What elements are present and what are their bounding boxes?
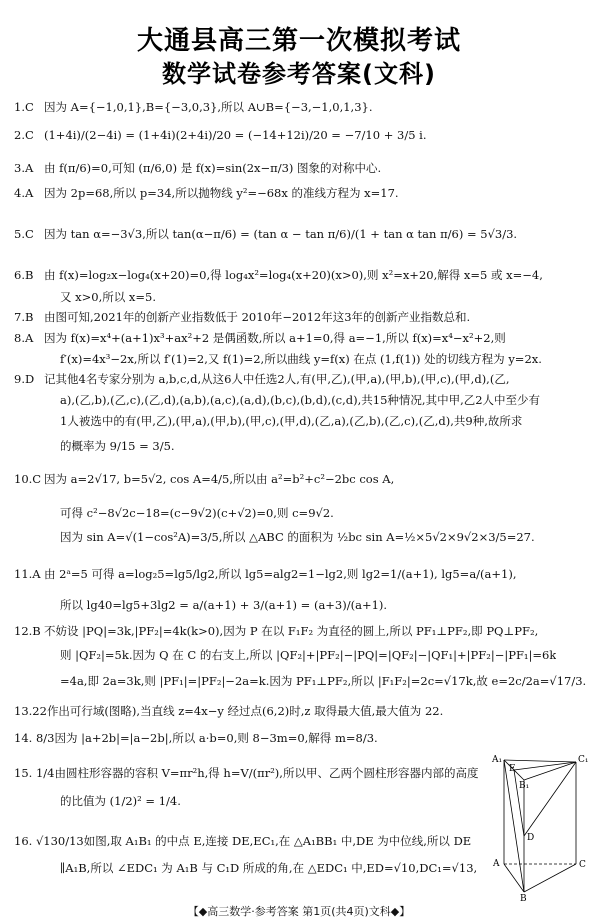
answer-line [14,731,378,745]
answer-number: 12.B [14,624,41,638]
answer-line [30,794,181,808]
answer-text: 则 |QF₂|=5k.因为 Q 在 C 的右支上,所以 |QF₂|+|PF₂|−|PQ|=|QF₂|−|QF₁|+|PF₂|−|PF₁|=6k [60,648,557,662]
answer-line [14,766,478,780]
answer-text: 如图,取 A₁B₁ 的中点 E,连接 DE,EC₁,在 △A₁BB₁ 中,DE 为中位线,所以 DE [83,834,472,848]
answer-number: 6.B [14,268,34,282]
label-D: D [527,833,535,843]
answer-line [30,393,540,407]
answer-text: 因为 sin A=√(1−cos²A)=3/5,所以 △ABC 的面积为 ½bc sin A=½×5√2×9√2×3/5=27. [60,530,535,544]
answer-text: 所以 lg40=lg5+3lg2 = a/(a+1) + 3/(a+1) = (a+3)/(a+1). [60,598,388,612]
answer-line [14,472,394,486]
answer-text: 由图可知,2021年的创新产业指数低于 2010年−2012年这3年的创新产业指数总和. [44,310,471,324]
answer-number: 15. 1/4 [14,766,55,780]
answer-line [14,100,373,114]
exam-title-line2: 数学试卷参考答案(文科) [162,60,436,88]
label-C1: C₁ [578,755,589,765]
answer-text: 记其他4名专家分别为 a,b,c,d,从这6人中任选2人,有(甲,乙),(甲,a),(甲,b),(甲,c),(甲,d),(乙, [44,372,510,386]
answer-text: 因为 |a+2b|=|a−2b|,所以 a·b=0,则 8−3m=0,解得 m=8/3. [54,731,378,745]
answer-line [30,530,535,544]
prism-figure [490,752,590,902]
label-B: B [520,894,527,902]
answer-text: 的概率为 9/15 = 3/5. [60,439,175,453]
answer-number: 14. 8/3 [14,731,55,745]
answer-number: 3.A [14,161,34,175]
answer-number: 2.C [14,128,34,142]
answer-line [30,506,334,520]
answer-line [14,227,517,241]
label-C: C [579,860,586,870]
answer-number: 5.C [14,227,34,241]
answer-line [30,674,586,688]
answer-line [30,439,175,453]
answer-text: 由圆柱形容器的容积 V=πr²h,得 h=V/(πr²),所以甲、乙两个圆柱形容器内部的高度 [54,766,479,780]
answer-number: 10.C [14,472,42,486]
answer-number: 7.B [14,310,34,324]
answer-text: 又 x>0,所以 x=5. [60,290,156,304]
answer-text: 因为 a=2√17, b=5√2, cos A=4/5,所以由 a²=b²+c²−2bc cos A, [44,472,395,486]
answer-line [30,414,522,428]
answer-text: 由 f(x)=log₂x−log₄(x+20)=0,得 log₄x²=log₄(x+20)(x>0),则 x²=x+20,解得 x=5 或 x=−4, [44,268,543,282]
answer-text: 1人被选中的有(甲,乙),(甲,a),(甲,b),(甲,c),(甲,d),(乙,a),(乙,b),(乙,c),(乙,d),共9种,故所求 [60,414,523,428]
answer-text: 因为 A={−1,0,1},B={−3,0,3},所以 A∪B={−3,−1,0,1,3}. [44,100,373,114]
answer-number: 8.A [14,331,34,345]
answer-number: 1.C [14,100,34,114]
answer-line [14,310,470,324]
answer-line [30,648,556,662]
answer-line [14,268,543,282]
answer-text: 作出可行域(图略),当直线 z=4x−y 经过点(6,2)时,z 取得最大值,最大值为 22. [46,704,444,718]
label-A1: A₁ [492,755,503,765]
answer-line [14,331,506,345]
answer-text: 因为 f(x)=x⁴+(a+1)x³+ax²+2 是偶函数,所以 a+1=0,得 a=−1,所以 f(x)=x⁴−x²+2,则 [44,331,506,345]
answer-line [14,834,471,848]
answer-text: 因为 tan α=−3√3,所以 tan(α−π/6) = (tan α − tan π/6)/(1 + tan α tan π/6) = 5√3/3. [44,227,518,241]
answer-line [14,186,399,200]
answer-text: 由 f(π/6)=0,可知 (π/6,0) 是 f(x)=sin(2x−π/3) 图象的对称中心. [44,161,382,175]
label-B1: B₁ [519,781,530,791]
answer-text: 的比值为 (1/2)² = 1/4. [60,794,181,808]
answer-number: 13.22 [14,704,47,718]
answer-text: ∥A₁B,所以 ∠EDC₁ 为 A₁B 与 C₁D 所成的角,在 △EDC₁ 中,ED=√10,DC₁=√13, [60,861,478,875]
answer-line [30,352,542,366]
answer-text: (1+4i)/(2−4i) = (1+4i)(2+4i)/20 = (−14+12i)/20 = −7/10 + 3/5 i. [44,128,427,142]
answer-line [30,598,387,612]
answer-number: 16. √130/13 [14,834,84,848]
exam-title-line1: 大通县高三第一次模拟考试 [136,26,461,56]
answer-line [14,161,381,175]
answer-line [14,372,509,386]
answer-line [14,624,538,638]
page-footer: 【◆高三数学·参考答案 第1页(共4页)文科◆】 [187,905,411,918]
answer-line [30,861,477,875]
answer-number: 9.D [14,372,35,386]
answer-text: a),(乙,b),(乙,c),(乙,d),(a,b),(a,c),(a,d),(b,c),(b,d),(c,d),共15种情况,其中甲,乙2人中至少有 [60,393,541,407]
answer-text: f′(x)=4x³−2x,所以 f′(1)=2,又 f(1)=2,所以曲线 y=f(x) 在点 (1,f(1)) 处的切线方程为 y=2x. [60,352,542,366]
answer-line [14,567,516,581]
answer-text: =4a,即 2a=3k,则 |PF₁|=|PF₂|−2a=k.因为 PF₁⊥PF₂,所以 |F₁F₂|=2c=√17k,故 e=2c/2a=√17/3. [60,674,587,688]
label-E: E [509,764,516,774]
answer-number: 11.A [14,567,41,581]
answer-text: 因为 2p=68,所以 p=34,所以抛物线 y²=−68x 的准线方程为 x=17. [44,186,399,200]
answer-number: 4.A [14,186,34,200]
answer-line [30,290,156,304]
label-A: A [493,859,500,869]
answer-text: 不妨设 |PQ|=3k,|PF₂|=4k(k>0),因为 P 在以 F₁F₂ 为直径的圆上,所以 PF₁⊥PF₂,即 PQ⊥PF₂, [44,624,539,638]
answer-line [14,704,443,718]
answer-text: 由 2ᵃ=5 可得 a=log₂5=lg5/lg2,所以 lg5=alg2=1−lg2,则 lg2=1/(a+1), lg5=a/(a+1), [44,567,517,581]
answer-line [14,128,427,142]
answer-text: 可得 c²−8√2c−18=(c−9√2)(c+√2)=0,则 c=9√2. [60,506,334,520]
